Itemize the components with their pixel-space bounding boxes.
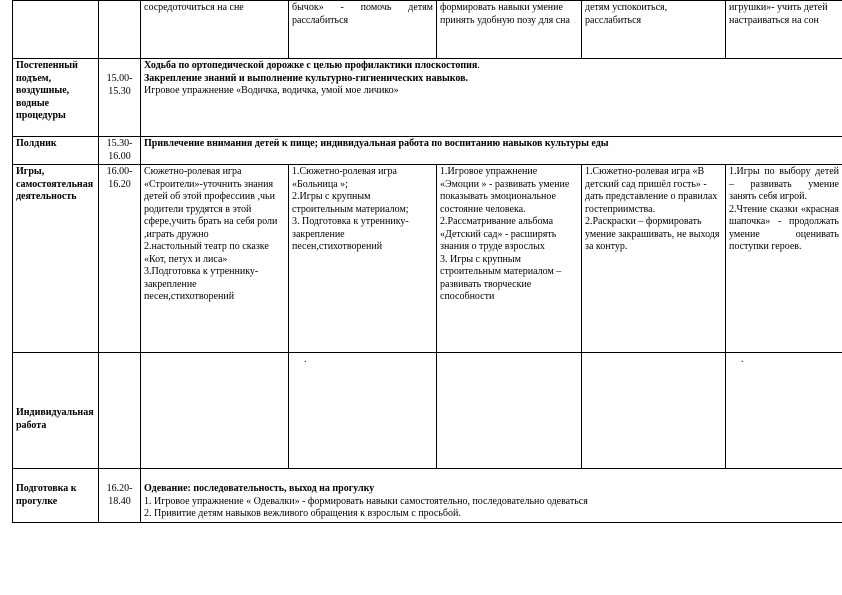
cell-sleep-c6: детям успокоиться, расслабиться [582, 1, 726, 59]
row-sleep-continued [13, 1, 842, 59]
row-rise-time: 15.00-15.30 [99, 59, 141, 137]
rise-line-3: Игровое упражнение «Водичка, водичка, умой мое личико» [144, 85, 399, 96]
row-games-c7: 1.Игры по выбору детей – развивать умение занять себя игрой. 2.Чтение сказки «красная шапочка» - продолжать умение оценивать поступки героев. [726, 165, 842, 353]
row-rise-label: Постепенный подъем, воздушные, водные процедуры [13, 59, 99, 137]
row-individual-time [99, 353, 141, 469]
row-games-c3: Сюжетно-ролевая игра «Строители»-уточнить знания детей об этой профессиив ,чьи родители трудятся в этой сфере,учить брать на себя роли ,играть дружно 2.настольный театр по сказке «Кот, петух и лиса» 3.Подготовка к утреннику-закрепление песен,стихотворений [141, 165, 289, 353]
walk-line-3: 2. Привитие детям навыков вежливого обращения к взрослым с просьбой. [144, 508, 461, 519]
walk-line-1: Одевание: последовательность, выход на прогулку [144, 483, 375, 494]
rise-line-1-end: . [477, 60, 480, 71]
row-individual [13, 353, 842, 469]
row-walk-time: 16.20-18.40 [99, 469, 141, 523]
row-individual-c7: . [726, 353, 842, 469]
row-walk-content [141, 469, 842, 523]
row-games [13, 165, 842, 353]
row-games-c6: 1.Сюжетно-ролевая игра «В детский сад пришёл гость» - дать представление о правилах гостеприимства. 2.Раскраски – формировать умение закрашивать, не выходя за контур. [582, 165, 726, 353]
row-rise-content [141, 59, 842, 137]
cell-empty-label [13, 1, 99, 59]
row-individual-label: Индивидуальная работа [13, 353, 99, 469]
cell-sleep-c7: игрушки»- учить детей настраиваться на сон [726, 1, 842, 59]
row-individual-c3 [141, 353, 289, 469]
row-rise [13, 59, 842, 137]
row-walk-label: Подготовка к прогулке [13, 469, 99, 523]
walk-line-2: 1. Игровое упражнение « Одевалки» - формировать навыки самостоятельно, последовательно одеваться [144, 495, 588, 507]
row-individual-c4: . [289, 353, 437, 469]
row-individual-c6 [582, 353, 726, 469]
row-walk [13, 469, 842, 523]
row-games-c4: 1.Сюжетно-ролевая игра «Больница »; 2.Игры с крупным строительным материалом; 3. Подготовка к утреннику-закрепление песен,стихотворений [289, 165, 437, 353]
row-snack-time: 15.30-16.00 [99, 137, 141, 165]
rise-line-1: Ходьба по ортопедической дорожке с целью профилактики плоскостопия [144, 60, 478, 71]
cell-sleep-c3: сосредоточиться на сне [141, 1, 289, 59]
row-snack-label: Полдник [13, 137, 99, 165]
row-games-time: 16.00-16.20 [99, 165, 141, 353]
rise-line-2: Закрепление знаний и выполнение культурно-гигиенических навыков. [144, 72, 469, 84]
cell-sleep-c5: формировать навыки умение принять удобную позу для сна [437, 1, 582, 59]
cell-sleep-c4: бычок» - помочь детям расслабиться [289, 1, 437, 59]
row-snack [13, 137, 842, 165]
row-games-c5: 1.Игровое упражнение «Эмоции » - развивать умение показывать эмоциональное состояние человека. 2.Рассматривание альбома «Детский сад» - расширять знания о труде взрослых 3. Игры с крупным строительным материалом – развивать творческие способности [437, 165, 582, 353]
cell-empty-time [99, 1, 141, 59]
schedule-table [12, 0, 842, 523]
row-games-label: Игры, самостоятельная деятельность [13, 165, 99, 353]
row-snack-content: Привлечение внимания детей к пище; индивидуальная работа по воспитанию навыков культуры еды [141, 137, 842, 165]
row-individual-c5 [437, 353, 582, 469]
